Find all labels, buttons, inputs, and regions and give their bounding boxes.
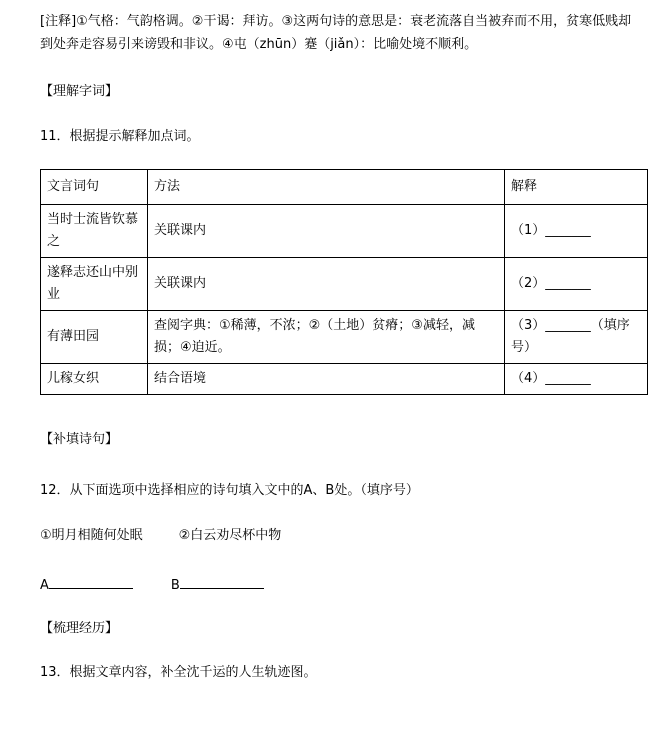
section-heading-sort: 【梳理经历】 — [40, 621, 119, 636]
answer-blank-3[interactable]: （3）_______（填序号） — [505, 311, 648, 364]
answer-blank-2[interactable]: （2）_______ — [505, 258, 648, 311]
vocabulary-table — [40, 169, 648, 395]
label-a: A — [40, 578, 49, 593]
method-cell: 查阅字典：①稀薄，不浓；②（土地）贫瘠；③减轻，减损；④迫近。 — [148, 311, 505, 364]
answer-blank-4[interactable]: （4）_______ — [505, 364, 648, 395]
label-b: B — [170, 578, 180, 593]
phrase-cell: 当时士流皆钦慕之 — [41, 205, 148, 258]
answer-blank-b[interactable] — [180, 576, 264, 589]
header-explanation: 解释 — [505, 170, 648, 205]
method-cell: 关联课内 — [148, 205, 505, 258]
answer-line-ab — [40, 576, 264, 594]
table-row — [41, 258, 648, 311]
phrase-cell: 有薄田园 — [41, 311, 148, 364]
poem-options — [40, 528, 281, 544]
table-row — [41, 364, 648, 395]
method-cell: 结合语境 — [148, 364, 505, 395]
section-heading-understand: 【理解字词】 — [40, 84, 119, 99]
annotation-line-1: [注释]①气格：气韵格调。②干谒：拜访。③这两句诗的意思是：衰老流落自当被弃而不用，贫寒低贱却 — [40, 14, 632, 29]
header-phrase: 文言词句 — [41, 170, 148, 205]
question-11-prompt: 11．根据提示解释加点词。 — [40, 129, 200, 144]
option-1: ①明月相随何处眠 — [40, 528, 143, 543]
question-12-prompt: 12．从下面选项中选择相应的诗句填入文中的A、B处。（填序号） — [40, 483, 419, 498]
phrase-cell: 遂释志还山中别业 — [41, 258, 148, 311]
annotation-line-2: 到处奔走容易引来谤毁和非议。④屯（zhūn）蹇（jiǎn）：比喻处境不顺利。 — [40, 37, 478, 52]
table-row — [41, 205, 648, 258]
header-method: 方法 — [148, 170, 505, 205]
option-2: ②白云劝尽杯中物 — [178, 528, 282, 543]
question-13-prompt: 13．根据文章内容，补全沈千运的人生轨迹图。 — [40, 665, 317, 680]
answer-blank-1[interactable]: （1）_______ — [505, 205, 648, 258]
section-heading-fill: 【补填诗句】 — [40, 432, 119, 447]
table-header-row — [41, 170, 648, 205]
answer-blank-a[interactable] — [49, 576, 133, 589]
table-row — [41, 311, 648, 364]
phrase-cell: 儿稼女织 — [41, 364, 148, 395]
method-cell: 关联课内 — [148, 258, 505, 311]
